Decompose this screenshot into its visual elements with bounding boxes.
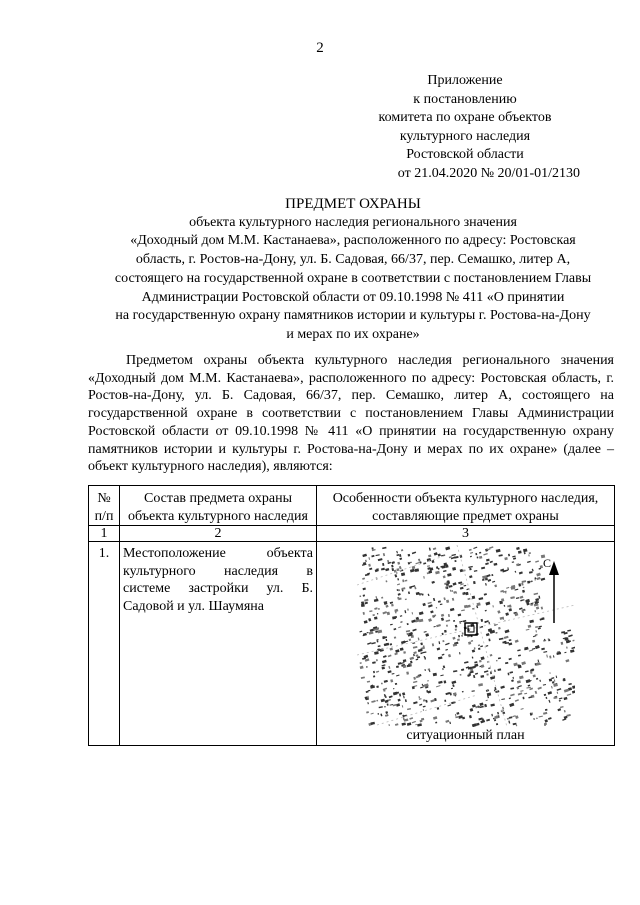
heading-line: и мерах по их охране»	[286, 326, 420, 342]
header-num: № п/п	[89, 486, 120, 526]
appendix-block	[350, 72, 580, 183]
plan-speck	[534, 579, 535, 580]
header-composition: Состав предмета охраны объекта культурного наследия	[120, 486, 317, 526]
plan-speck	[436, 707, 439, 710]
appendix-line: к постановлению	[413, 91, 517, 107]
intro-paragraph: Предметом охраны объекта культурного наследия регионального значения «Доходный дом М.М. Кастанаева», расположенного по адресу: Ростовская область, г. Ростов-на-Дону, ул. Б. Садовая, 66/37, пер. Семашко, литер А, состоящего на государственной охране в соответствии с постановлением Главы Администрации Ростовской области от 09.10.1998 № 411 «О принятии на государственную охрану памятников истории и культуры г. Ростова-на-Дону и мерах по их охране» (далее – объект культурного наследия), являются:	[88, 353, 614, 475]
appendix-line: культурного наследия	[399, 128, 531, 144]
plan-caption: ситуационный план	[406, 728, 525, 743]
plan-speck	[428, 570, 432, 573]
plan-speck	[384, 706, 386, 708]
plan-speck	[395, 572, 397, 574]
page-number: 2	[316, 40, 324, 56]
plan-speck	[486, 673, 488, 675]
plan-speck	[421, 593, 423, 595]
appendix-line: комитета по охране объектов	[378, 110, 552, 125]
heading-line: «Доходный дом М.М. Кастанаева», расположенного по адресу: Ростовская	[130, 233, 576, 249]
column-number: 2	[120, 526, 317, 542]
column-number: 3	[317, 526, 615, 542]
column-number-row	[89, 526, 615, 542]
heading-line: область, г. Ростов-на-Дону, ул. Б. Садовая, 66/37, пер. Семашко, литер А,	[135, 252, 571, 268]
heading-line: на государственную охрану памятников истории и культуры г. Ростова-на-Дону	[115, 308, 591, 324]
heading-line: объекта культурного наследия регионального значения	[189, 214, 517, 230]
heading-line: Администрации Ростовской области от 09.10.1998 № 411 «О принятии	[141, 289, 565, 305]
table-header-row	[89, 486, 615, 526]
north-label: С	[542, 556, 551, 570]
plan-speck	[465, 592, 468, 595]
plan-speck	[548, 678, 551, 681]
column-number: 1	[89, 526, 120, 542]
appendix-line: Ростовской области	[406, 147, 524, 162]
heading-line: состоящего на государственной охране в соответствии с постановлением Главы	[114, 270, 592, 286]
plan-speck	[472, 608, 474, 610]
plan-speck	[454, 629, 456, 631]
plan-speck	[435, 607, 436, 608]
table-row	[89, 542, 615, 746]
plan-speck	[407, 554, 410, 557]
row-features	[317, 542, 615, 746]
row-composition: Местоположение объекта культурного наследия в системе застройки ул. Б. Садовой и ул. Шаумяна	[120, 542, 317, 746]
plan-speck	[435, 722, 437, 724]
appendix-line: от 21.04.2020 № 20/01-01/2130	[397, 165, 580, 181]
plan-speck	[374, 617, 378, 620]
situation-plan-image	[357, 545, 575, 727]
document-title: ПРЕДМЕТ ОХРАНЫ	[285, 196, 421, 212]
row-num: 1.	[89, 542, 120, 746]
plan-speck	[471, 596, 475, 599]
protection-table	[88, 485, 615, 746]
document-heading	[88, 195, 618, 345]
plan-speck	[376, 613, 377, 614]
plan-speck	[391, 604, 394, 607]
header-features: Особенности объекта культурного наследия, составляющие предмет охраны	[317, 486, 615, 526]
plan-speck	[371, 547, 373, 549]
plan-speck	[422, 699, 425, 701]
appendix-line: Приложение	[427, 73, 503, 88]
